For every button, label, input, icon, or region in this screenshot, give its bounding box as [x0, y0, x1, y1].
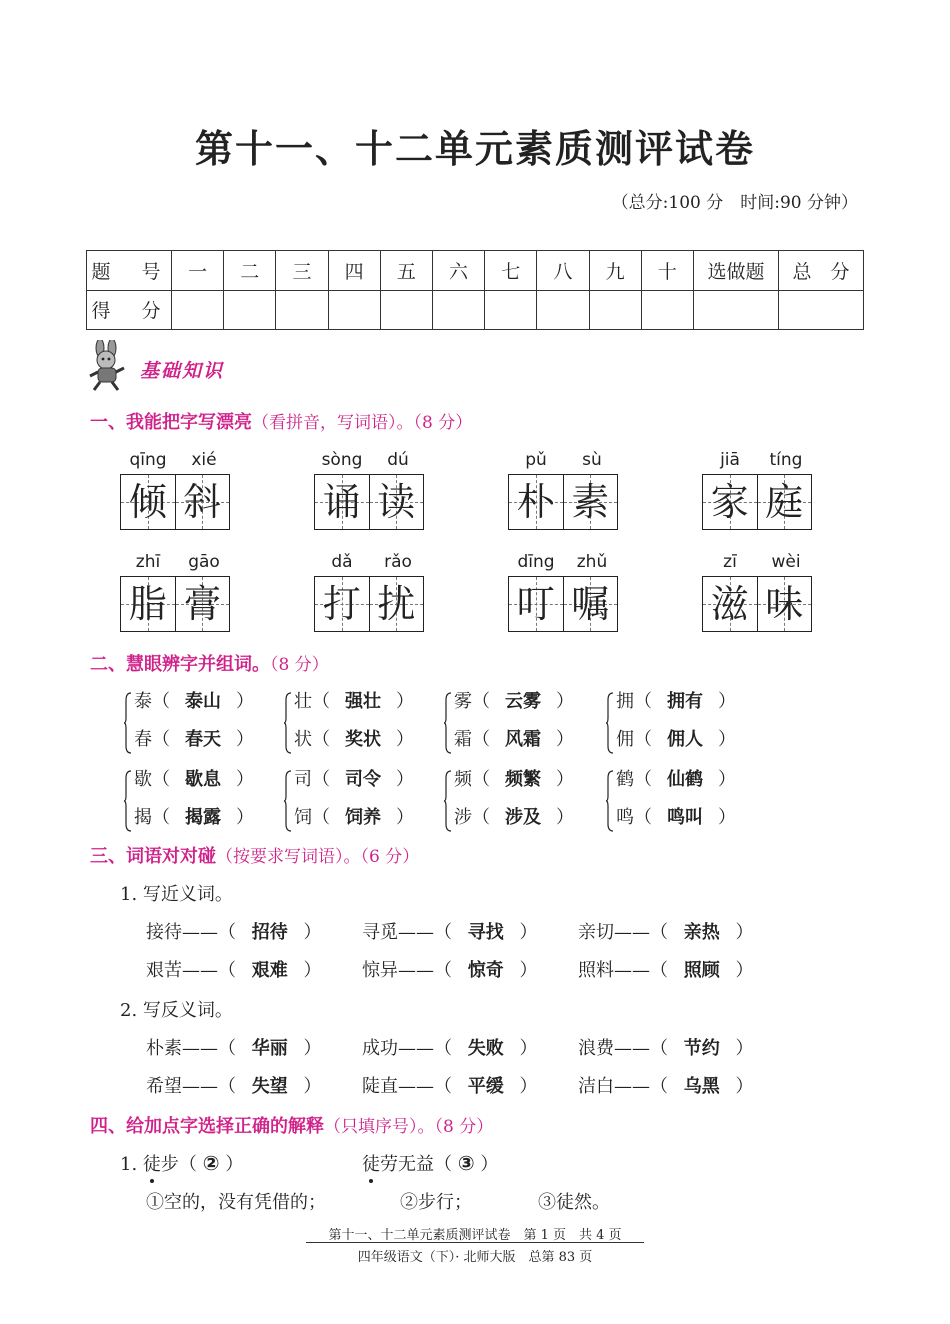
- section-1-note: （看拼音，写词语）。（8 分）: [252, 413, 473, 433]
- word-pair: [314, 450, 426, 530]
- pinyin-1: zī: [723, 552, 737, 572]
- score-col: 八: [537, 251, 589, 291]
- char-1: 打: [322, 582, 361, 626]
- word: 朴素: [146, 1038, 182, 1059]
- score-col: 二: [224, 251, 276, 291]
- section-3-note: （按要求写词语）。（6 分）: [216, 847, 420, 867]
- answer[interactable]: 节约: [683, 1038, 720, 1059]
- char-1: 脂: [128, 582, 167, 626]
- score-header-label: 题 号: [87, 251, 172, 291]
- section-2-heading: [90, 650, 329, 676]
- char-1: 家: [710, 480, 749, 524]
- syn-item: 寻觅——（ 寻找 ）: [362, 918, 537, 944]
- answer[interactable]: 照顾: [683, 960, 720, 981]
- word: 洁白: [578, 1076, 614, 1097]
- dash: ——: [614, 960, 650, 981]
- word-rest: 步: [160, 1154, 179, 1175]
- group-row: 揭（ 揭露 ）: [134, 802, 254, 834]
- option-1: ①空的，没有凭借的；: [146, 1192, 326, 1213]
- dash: ——: [614, 1038, 650, 1059]
- group-row: 泰（ 泰山 ）: [134, 686, 254, 718]
- score-cell[interactable]: [779, 290, 864, 330]
- score-cell[interactable]: [694, 290, 779, 330]
- group-char: 泰: [134, 691, 152, 712]
- group-answer[interactable]: 鸣叫: [667, 807, 703, 828]
- tianzi-cells: [508, 576, 618, 632]
- footer-title: 第十一、十二单元素质测评试卷 第 1 页 共 4 页: [328, 1228, 622, 1243]
- brace-icon: [444, 770, 452, 832]
- dash: ——: [614, 922, 650, 943]
- group-answer[interactable]: 奖状: [345, 729, 381, 750]
- section-4-title: 四、给加点字选择正确的解释: [90, 1116, 324, 1137]
- group-char: 饲: [294, 807, 312, 828]
- score-cell[interactable]: [276, 290, 328, 330]
- pinyin-2: tíng: [769, 450, 803, 470]
- dotted-char: 徒: [143, 1150, 161, 1176]
- tianzi-cell[interactable]: [757, 475, 812, 529]
- group-answer[interactable]: 揭露: [185, 807, 221, 828]
- group-row: 饲（ 饲养 ）: [294, 802, 414, 834]
- score-cell[interactable]: [589, 290, 641, 330]
- word-pair: [702, 450, 814, 530]
- group-answer[interactable]: 仙鹤: [667, 769, 703, 790]
- tianzi-cells: [508, 474, 618, 530]
- score-col: 六: [432, 251, 484, 291]
- answer[interactable]: 失败: [467, 1038, 504, 1059]
- answer[interactable]: 华丽: [251, 1038, 288, 1059]
- answer[interactable]: 招待: [251, 922, 288, 943]
- tianzi-cell[interactable]: [703, 577, 757, 631]
- pinyin-1: dǎ: [331, 552, 353, 572]
- pinyin: [120, 450, 232, 474]
- group-row: 鹤（ 仙鹤 ）: [616, 764, 736, 796]
- section-4-note: （只填序号）。（8 分）: [324, 1117, 494, 1137]
- char-group: [606, 764, 756, 838]
- section-3-title: 三、词语对对碰: [90, 846, 216, 867]
- question-synonyms: 1. 写近义词。: [120, 884, 233, 905]
- char-group: [284, 686, 434, 760]
- char-2: 庭: [765, 480, 804, 524]
- word-pair: [508, 450, 620, 530]
- tianzi-cell[interactable]: [703, 475, 757, 529]
- dash: ——: [182, 1038, 218, 1059]
- tianzi-cell[interactable]: [121, 475, 175, 529]
- group-answer[interactable]: 强壮: [345, 691, 381, 712]
- score-col: 一: [172, 251, 224, 291]
- question-number: 1.: [120, 1154, 138, 1175]
- group-row: 状（ 奖状 ）: [294, 724, 414, 756]
- pinyin-2: rǎo: [384, 552, 412, 572]
- dash: ——: [398, 1038, 434, 1059]
- answer[interactable]: 乌黑: [683, 1076, 720, 1097]
- brace-icon: [284, 692, 292, 754]
- tianzi-cell[interactable]: [563, 577, 618, 631]
- group-answer[interactable]: 饲养: [345, 807, 381, 828]
- char-2: 嘱: [571, 582, 610, 626]
- char-1: 朴: [516, 480, 555, 524]
- syn-item: 惊异——（ 惊奇 ）: [362, 956, 537, 982]
- group-char: 涉: [454, 807, 472, 828]
- question-4-1-b: 徒劳无益（ ③ ）: [362, 1151, 499, 1175]
- score-col: 五: [380, 251, 432, 291]
- char-group: [444, 764, 594, 838]
- char-1: 滋: [710, 582, 749, 626]
- tianzi-cell[interactable]: [175, 577, 230, 631]
- group-char: 状: [294, 729, 312, 750]
- score-value-label: 得 分: [87, 290, 172, 330]
- answer[interactable]: 惊奇: [467, 960, 504, 981]
- word: 接待: [146, 922, 182, 943]
- brace-icon: [444, 692, 452, 754]
- group-char: 春: [134, 729, 152, 750]
- tianzi-cells: [120, 474, 230, 530]
- answer-1[interactable]: ②: [202, 1151, 220, 1175]
- word-pair: [314, 552, 426, 632]
- dash: ——: [398, 960, 434, 981]
- brace-icon: [124, 692, 132, 754]
- answer[interactable]: 平缓: [467, 1076, 504, 1097]
- ant-item: 洁白——（ 乌黑 ）: [578, 1072, 753, 1098]
- group-answer[interactable]: 佣人: [667, 729, 703, 750]
- syn-item: 接待——（ 招待 ）: [146, 918, 321, 944]
- pinyin: [314, 552, 426, 576]
- score-value-row: [87, 290, 864, 330]
- word: 希望: [146, 1076, 182, 1097]
- group-char: 拥: [616, 691, 634, 712]
- pinyin-2: zhǔ: [576, 552, 608, 572]
- char-2: 读: [377, 480, 416, 524]
- footer-page: 四年级语文（下）· 北师大版 总第 83 页: [357, 1250, 593, 1265]
- answer[interactable]: 艰难: [251, 960, 288, 981]
- pinyin-1: dīng: [517, 552, 555, 572]
- char-group: [284, 764, 434, 838]
- group-row: 霜（ 风霜 ）: [454, 724, 574, 756]
- syn-item: 照料——（ 照顾 ）: [578, 956, 753, 982]
- ant-item: 陡直——（ 平缓 ）: [362, 1072, 537, 1098]
- group-char: 鹤: [616, 769, 634, 790]
- score-col: 十: [641, 251, 693, 291]
- answer-2[interactable]: ③: [457, 1151, 475, 1175]
- score-cell[interactable]: [224, 290, 276, 330]
- dash: ——: [182, 1076, 218, 1097]
- tianzi-cell[interactable]: [509, 577, 563, 631]
- group-answer[interactable]: 频繁: [505, 769, 541, 790]
- tianzi-cell[interactable]: [369, 577, 424, 631]
- char-group: [124, 686, 274, 760]
- score-col: 四: [328, 251, 380, 291]
- tianzi-cell[interactable]: [757, 577, 812, 631]
- ant-item: 朴素——（ 华丽 ）: [146, 1034, 321, 1060]
- score-cell[interactable]: [537, 290, 589, 330]
- page-title: 第十一、十二单元素质测评试卷: [194, 127, 755, 171]
- group-row: 壮（ 强壮 ）: [294, 686, 414, 718]
- word: 惊异: [362, 960, 398, 981]
- dash: ——: [182, 922, 218, 943]
- word: 亲切: [578, 922, 614, 943]
- rabbit-mascot-icon: [86, 340, 130, 392]
- char-1: 叮: [516, 582, 555, 626]
- pinyin-1: qīng: [129, 450, 167, 470]
- dash: ——: [398, 922, 434, 943]
- section-3-heading: [90, 842, 419, 868]
- pinyin: [702, 552, 814, 576]
- char-group: [606, 686, 756, 760]
- group-row: 涉（ 涉及 ）: [454, 802, 574, 834]
- group-row: 雾（ 云雾 ）: [454, 686, 574, 718]
- answer[interactable]: 失望: [251, 1076, 288, 1097]
- pinyin-2: wèi: [771, 552, 801, 572]
- footer-divider: [306, 1242, 644, 1243]
- section-1-heading: [90, 408, 472, 434]
- group-char: 司: [294, 769, 312, 790]
- dash: ——: [182, 960, 218, 981]
- tianzi-cells: [702, 576, 812, 632]
- group-answer[interactable]: 涉及: [505, 807, 541, 828]
- basic-knowledge-label: 基础知识: [140, 360, 225, 382]
- pinyin: [508, 450, 620, 474]
- word: 成功: [362, 1038, 398, 1059]
- group-char: 鸣: [616, 807, 634, 828]
- score-col: 七: [485, 251, 537, 291]
- score-cell[interactable]: [485, 290, 537, 330]
- word-pair: [120, 450, 232, 530]
- char-1: 倾: [128, 480, 167, 524]
- brace-icon: [284, 770, 292, 832]
- tianzi-cells: [702, 474, 812, 530]
- score-cell[interactable]: [641, 290, 693, 330]
- tianzi-cells: [120, 576, 230, 632]
- dash: ——: [398, 1076, 434, 1097]
- tianzi-cells: [314, 474, 424, 530]
- exam-meta: （总分:100 分 时间:90 分钟）: [611, 193, 858, 213]
- pinyin-2: gāo: [188, 552, 220, 572]
- group-char: 壮: [294, 691, 312, 712]
- group-answer[interactable]: 泰山: [185, 691, 221, 712]
- pinyin-2: dú: [387, 450, 409, 470]
- syn-item: 亲切——（ 亲热 ）: [578, 918, 753, 944]
- tianzi-cell[interactable]: [315, 577, 369, 631]
- score-col-optional: 选做题: [694, 251, 779, 291]
- group-char: 雾: [454, 691, 472, 712]
- brace-icon: [606, 692, 614, 754]
- group-char: 频: [454, 769, 472, 790]
- char-group: [444, 686, 594, 760]
- word: 陡直: [362, 1076, 398, 1097]
- pinyin-1: pǔ: [525, 450, 547, 470]
- word: 寻觅: [362, 922, 398, 943]
- section-2-title: 二、慧眼辨字并组词。: [90, 654, 270, 675]
- question-4-1: 1. 徒步（ ② ）: [120, 1151, 244, 1175]
- tianzi-cell[interactable]: [121, 577, 175, 631]
- option-2: ②步行；: [400, 1192, 472, 1213]
- section-2-note: （8 分）: [270, 655, 329, 675]
- group-row: 佣（ 佣人 ）: [616, 724, 736, 756]
- char-2: 味: [765, 582, 804, 626]
- pinyin: [508, 552, 620, 576]
- group-char: 歇: [134, 769, 152, 790]
- pinyin: [314, 450, 426, 474]
- tianzi-cell[interactable]: [563, 475, 618, 529]
- pinyin-1: sòng: [321, 450, 363, 470]
- dotted-char: 徒: [362, 1150, 380, 1176]
- group-char: 佣: [616, 729, 634, 750]
- question-antonyms: 2. 写反义词。: [120, 1000, 233, 1021]
- pinyin: [702, 450, 814, 474]
- word: 艰苦: [146, 960, 182, 981]
- char-2: 斜: [183, 480, 222, 524]
- char-2: 膏: [183, 582, 222, 626]
- score-cell[interactable]: [328, 290, 380, 330]
- brace-icon: [124, 770, 132, 832]
- tianzi-cell[interactable]: [369, 475, 424, 529]
- score-cell[interactable]: [432, 290, 484, 330]
- answer[interactable]: 寻找: [467, 922, 504, 943]
- pinyin-2: sù: [582, 450, 602, 470]
- group-row: 歇（ 歇息 ）: [134, 764, 254, 796]
- char-1: 诵: [322, 480, 361, 524]
- score-header-row: [87, 251, 864, 291]
- ant-item: 希望——（ 失望 ）: [146, 1072, 321, 1098]
- tianzi-cells: [314, 576, 424, 632]
- group-char: 霜: [454, 729, 472, 750]
- answer[interactable]: 亲热: [683, 922, 720, 943]
- tianzi-cell[interactable]: [175, 475, 230, 529]
- score-cell[interactable]: [172, 290, 224, 330]
- score-table: [86, 250, 864, 330]
- syn-item: 艰苦——（ 艰难 ）: [146, 956, 321, 982]
- group-answer[interactable]: 司令: [345, 769, 381, 790]
- option-3: ③徒然。: [538, 1192, 610, 1213]
- pinyin: [120, 552, 232, 576]
- word: 照料: [578, 960, 614, 981]
- char-2: 素: [571, 480, 610, 524]
- group-answer[interactable]: 云雾: [505, 691, 541, 712]
- word-pair: [120, 552, 232, 632]
- pinyin-1: jiā: [720, 450, 740, 470]
- pinyin-1: zhī: [135, 552, 161, 572]
- group-answer[interactable]: 拥有: [667, 691, 703, 712]
- group-answer[interactable]: 风霜: [505, 729, 541, 750]
- tianzi-cell[interactable]: [509, 475, 563, 529]
- char-group: [124, 764, 274, 838]
- ant-item: 成功——（ 失败 ）: [362, 1034, 537, 1060]
- group-row: 司（ 司令 ）: [294, 764, 414, 796]
- score-col: 九: [589, 251, 641, 291]
- dash: ——: [614, 1076, 650, 1097]
- tianzi-cell[interactable]: [315, 475, 369, 529]
- group-row: 春（ 春天 ）: [134, 724, 254, 756]
- pinyin-2: xié: [191, 450, 217, 470]
- char-2: 扰: [377, 582, 416, 626]
- group-char: 揭: [134, 807, 152, 828]
- word-pair: [508, 552, 620, 632]
- group-answer[interactable]: 春天: [185, 729, 221, 750]
- group-answer[interactable]: 歇息: [185, 769, 221, 790]
- score-col-total: 总 分: [779, 251, 864, 291]
- group-row: 鸣（ 鸣叫 ）: [616, 802, 736, 834]
- group-row: 拥（ 拥有 ）: [616, 686, 736, 718]
- score-cell[interactable]: [380, 290, 432, 330]
- brace-icon: [606, 770, 614, 832]
- section-4-heading: [90, 1112, 493, 1138]
- score-col: 三: [276, 251, 328, 291]
- group-row: 频（ 频繁 ）: [454, 764, 574, 796]
- word-pair: [702, 552, 814, 632]
- word-rest: 劳无益: [380, 1154, 434, 1175]
- section-1-title: 一、我能把字写漂亮: [90, 412, 252, 433]
- word: 浪费: [578, 1038, 614, 1059]
- ant-item: 浪费——（ 节约 ）: [578, 1034, 753, 1060]
